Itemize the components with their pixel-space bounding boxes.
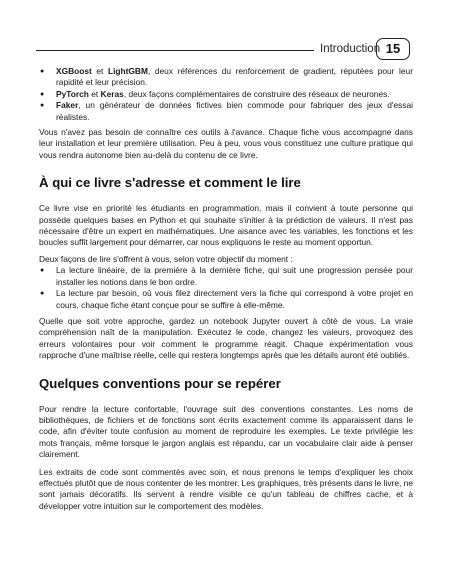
tool-name: Faker	[56, 100, 79, 111]
intro-paragraph: Vous n'avez pas besoin de connaître ces outils à l'avance. Chaque fiche vous accompagne dans leur installation et leur première utilisation. Peu à peu, vous vous constituez une culture pratique qui vous rendra autonome bien au-delà du contenu de ce livre.	[39, 127, 413, 160]
page-header	[36, 40, 412, 62]
bullet-icon: ●	[40, 102, 45, 110]
list-item-text: La lecture linéaire, de la première à la dernière fiche, qui suit une progression pensée pour installer les notions dans le bon ordre.	[56, 265, 413, 287]
list-item	[39, 265, 413, 288]
list-item	[39, 66, 413, 89]
page-body	[39, 66, 413, 512]
bullet-icon: ●	[40, 90, 45, 98]
tool-name: PyTorch	[56, 88, 89, 99]
list-item	[39, 100, 413, 123]
list-item	[39, 288, 413, 311]
chapter-title: Introduction	[320, 43, 381, 55]
tool-name: XGBoost	[56, 66, 92, 76]
tools-list	[39, 66, 413, 123]
list-item-text: La lecture par besoin, où vous filez directement vers la fiche qui correspond à votre projet en cours, chaque fiche étant conçue pour se suffire à elle-même.	[56, 288, 413, 310]
section-heading-conventions: Quelques conventions pour se repérer	[39, 375, 281, 391]
bullet-icon: ●	[40, 267, 45, 275]
paragraph: Pour rendre la lecture confortable, l'ouvrage suit des conventions constantes. Les noms de bibliothèques, de fichiers et de fonctions sont écrits exactement comme ils apparaissent dans le code, afin d'éviter toute confusion au moment de reproduire les exemples. Le texte privilégie les mots français, même lorsque le jargon anglais est répandu, car un vocabulaire clair aide à penser clairement.	[39, 403, 413, 460]
tool-name: Keras	[100, 88, 124, 99]
paragraph: Deux façons de lire s'offrent à vous, selon votre objectif du moment :	[39, 253, 293, 264]
bullet-icon: ●	[40, 68, 45, 75]
tool-description: , deux références du renforcement de gradient, réputées pour leur rapidité et leur précision.	[56, 66, 413, 88]
reading-modes-list	[39, 265, 413, 311]
paragraph: Les extraits de code sont commentés avec soin, et nous prenons le temps d'expliquer les choix effectués plutôt que de nous contenter de les montrer. Les graphiques, très présents dans le livre, ne sont jamais décoratifs. Ils servent à rendre visible ce qu'un tableau de chiffres cache, et à développer votre intuition sur le comportement des modèles.	[39, 466, 413, 511]
tool-name: LightGBM	[107, 66, 148, 76]
tool-description: , deux façons complémentaires de construire des réseaux de neurones.	[123, 88, 390, 99]
bullet-icon: ●	[40, 290, 45, 298]
paragraph: Quelle que soit votre approche, gardez un notebook Jupyter ouvert à côté de vous. La vraie compréhension naît de la manipulation. Exécutez le code, changez les valeurs, provoquez des erreurs volontaires pour voir comment le programme réagit. Chaque expérimentation vous rapproche d'une maîtrise réelle, celle qui restera longtemps après que les détails auront été oubliés.	[39, 315, 413, 361]
connector-text: et	[91, 66, 108, 76]
section-heading-audience: À qui ce livre s'adresse et comment le lire	[39, 175, 301, 191]
header-rule	[36, 50, 314, 51]
tool-description: , un générateur de données fictives bien commode pour fabriquer des jeux d'essai réalistes.	[56, 100, 413, 122]
connector-text: et	[88, 88, 101, 99]
list-item	[39, 89, 413, 100]
page-number: 15	[376, 38, 410, 60]
paragraph: Ce livre vise en priorité les étudiants en programmation, mais il convient à toute personne qui possède quelques bases en Python et qui souhaite s'initier à la prédiction de valeurs. Il n'est pas nécessaire d'être un expert en mathématiques. Une aisance avec les variables, les fonctions et les boucles suffit largement pour démarrer, car nous expliquons le reste au moment opportun.	[39, 203, 413, 248]
